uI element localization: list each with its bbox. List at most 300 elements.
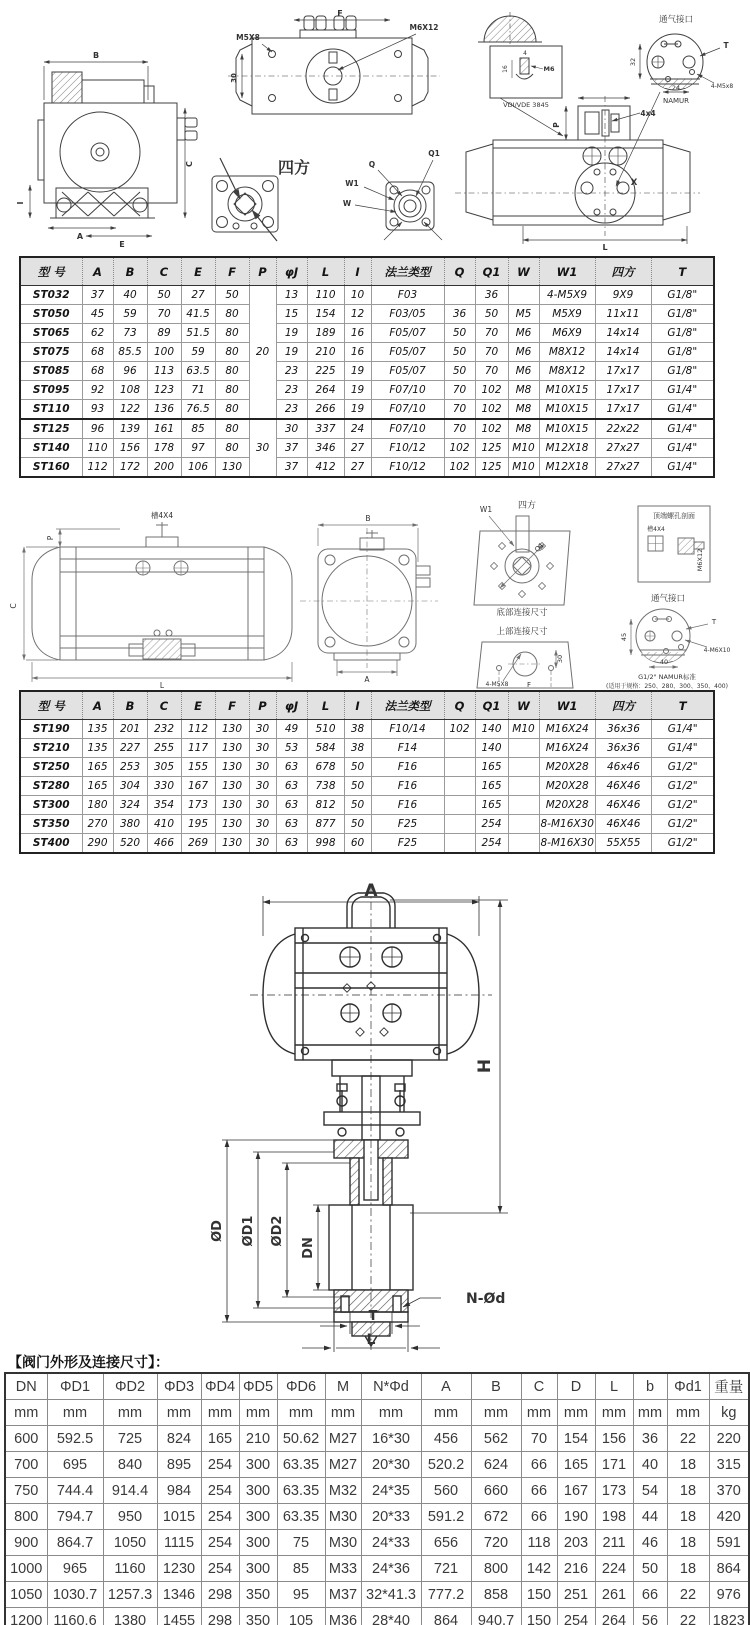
table-cell: 165: [475, 758, 508, 777]
column-header: A: [421, 1373, 471, 1400]
table-cell: 155: [181, 758, 215, 777]
label-m6x12: M6X12: [696, 548, 704, 572]
table-cell: 70: [444, 381, 475, 400]
table-cell: 864: [421, 1608, 471, 1625]
table-cell: 46: [633, 1530, 667, 1556]
table-cell: 350: [239, 1582, 277, 1608]
column-header: W: [508, 257, 539, 286]
table-cell: 254: [201, 1504, 239, 1530]
table-cell: 22: [667, 1426, 709, 1452]
table-cell: 800: [471, 1556, 521, 1582]
column-header: E: [181, 691, 215, 720]
unit-header: mm: [361, 1400, 421, 1426]
table-cell: M8: [508, 400, 539, 420]
table-cell: 672: [471, 1504, 521, 1530]
table-cell: M37: [325, 1582, 361, 1608]
table-cell: 161: [147, 419, 181, 439]
table-cell: 305: [147, 758, 181, 777]
table-cell: 50: [344, 758, 371, 777]
table-cell: 261: [595, 1582, 633, 1608]
table-cell: 864.7: [47, 1530, 103, 1556]
table-cell: 112: [181, 720, 215, 739]
label-slot-4x4: 槽4X4: [150, 511, 174, 520]
dim-label-w1: W1: [345, 179, 359, 188]
table-cell: 12: [344, 305, 371, 324]
table-cell: 60: [344, 834, 371, 854]
table-cell: 269: [181, 834, 215, 854]
table-cell: 23: [276, 400, 307, 420]
table-cell: 122: [113, 400, 147, 420]
table-cell: 211: [595, 1530, 633, 1556]
table-cell: M10X15: [539, 400, 595, 420]
table-cell: 106: [181, 458, 215, 478]
table-cell: 165: [475, 796, 508, 815]
table-cell: 210: [307, 343, 344, 362]
table-cell: 130: [215, 777, 249, 796]
square-flange-view: [212, 158, 278, 241]
table-cell: 700: [5, 1452, 47, 1478]
caption-bottom-connection: 底部连接尺寸: [496, 608, 548, 618]
table-cell: 59: [113, 305, 147, 324]
table-cell: ST140: [20, 439, 82, 458]
table-cell: 27: [344, 458, 371, 478]
table-cell: 466: [147, 834, 181, 854]
table-cell: 53: [276, 739, 307, 758]
column-header: T: [651, 257, 714, 286]
table-cell: 167: [181, 777, 215, 796]
table-cell: G1/2": [651, 758, 714, 777]
table-cell: 16: [344, 324, 371, 343]
label-slot-4x4-b: 槽4X4: [647, 526, 665, 533]
table-cell: 227: [113, 739, 147, 758]
table-cell: F07/10: [371, 381, 444, 400]
table-cell: 165: [201, 1426, 239, 1452]
table-cell: F16: [371, 758, 444, 777]
table-cell: 154: [557, 1426, 595, 1452]
table-cell: G1/4": [651, 381, 714, 400]
actuator-dimension-drawings-top: [0, 0, 750, 252]
table-cell: 40: [113, 286, 147, 305]
table-cell: 50: [444, 362, 475, 381]
valve-body-section: [250, 885, 492, 1350]
table-cell: 66: [633, 1582, 667, 1608]
table-cell: 721: [421, 1556, 471, 1582]
valve-table-title: 【阀门外形及连接尺寸】：: [8, 1355, 169, 1371]
table-cell: 95: [277, 1582, 325, 1608]
table-cell: 264: [307, 381, 344, 400]
column-header: I: [344, 257, 371, 286]
table-cell: 18: [667, 1556, 709, 1582]
table-cell: 777.2: [421, 1582, 471, 1608]
table-cell: F07/10: [371, 400, 444, 420]
table-cell: 22: [667, 1608, 709, 1625]
table-cell: 300: [239, 1478, 277, 1504]
table-cell: 254: [557, 1608, 595, 1625]
column-header: 四方: [595, 257, 651, 286]
dim-label-od1: ØD1: [241, 1215, 256, 1247]
table-cell: 50: [147, 286, 181, 305]
table-cell: 346: [307, 439, 344, 458]
table-cell: 62: [82, 324, 113, 343]
table-cell: 254: [201, 1478, 239, 1504]
table-cell: 102: [475, 419, 508, 439]
dim-label-l: L: [366, 1332, 376, 1348]
table-cell: 140: [475, 739, 508, 758]
table-cell: [444, 834, 475, 854]
table-row: [20, 739, 714, 758]
table-row: [5, 1478, 749, 1504]
table-cell: 50: [344, 777, 371, 796]
table-cell: 20*30: [361, 1452, 421, 1478]
dim-label-dn: DN: [301, 1237, 316, 1259]
table-cell: M27: [325, 1426, 361, 1452]
table-cell: 96: [82, 419, 113, 439]
column-header: ΦD2: [103, 1373, 157, 1400]
table-cell: 456: [421, 1426, 471, 1452]
table-cell: 125: [475, 458, 508, 478]
table-cell: 44: [633, 1504, 667, 1530]
table-cell: 1050: [103, 1530, 157, 1556]
column-header: M: [325, 1373, 361, 1400]
vdivde-detail-inset: [478, 12, 563, 136]
table-cell: 89: [147, 324, 181, 343]
table-cell: ST190: [20, 720, 82, 739]
table-cell: 22: [667, 1582, 709, 1608]
table-cell: F10/12: [371, 439, 444, 458]
table-cell: 27: [344, 439, 371, 458]
table-cell: 370: [709, 1478, 749, 1504]
bottom-connection-view: [474, 516, 570, 605]
dim-label-e: E: [119, 240, 125, 249]
table-cell: 156: [595, 1426, 633, 1452]
table-cell: ST250: [20, 758, 82, 777]
column-header: φJ: [276, 257, 307, 286]
dim-label-f: F: [526, 681, 532, 689]
table-cell: 998: [307, 834, 344, 854]
dim-label-q: Q: [368, 160, 376, 169]
table-cell: 20*33: [361, 1504, 421, 1530]
table-cell: F05/07: [371, 343, 444, 362]
table-cell: 46X46: [595, 777, 651, 796]
table-cell: 337: [307, 419, 344, 439]
unit-header: mm: [47, 1400, 103, 1426]
table-cell: 63.35: [277, 1478, 325, 1504]
actuator-end-view: [300, 525, 438, 676]
table-cell: 66: [521, 1452, 557, 1478]
table-cell: 380: [113, 815, 147, 834]
table-cell: M10: [508, 720, 539, 739]
table-cell: 354: [147, 796, 181, 815]
dim-label-b: B: [365, 514, 371, 523]
table-cell: [508, 815, 539, 834]
table-cell: [444, 796, 475, 815]
dim-label-40: 40: [659, 658, 669, 666]
column-header: 法兰类型: [371, 691, 444, 720]
table-cell: 324: [113, 796, 147, 815]
table-cell: [444, 777, 475, 796]
table-row: [20, 834, 714, 854]
column-header: Q1: [475, 691, 508, 720]
table-cell: 123: [147, 381, 181, 400]
table-cell: 45: [82, 305, 113, 324]
table-cell: 200: [147, 458, 181, 478]
column-header: 法兰类型: [371, 257, 444, 286]
table-cell: 130: [215, 758, 249, 777]
table-cell: 36: [475, 286, 508, 305]
dim-label-30: 30: [230, 73, 238, 83]
table-cell: ST075: [20, 343, 82, 362]
table-cell: G1/4": [651, 458, 714, 478]
table-cell: 102: [475, 400, 508, 420]
table-cell: 63.35: [277, 1452, 325, 1478]
table-cell: M10X15: [539, 419, 595, 439]
table-cell: ST210: [20, 739, 82, 758]
table-cell: 895: [157, 1452, 201, 1478]
table-cell: M10: [508, 458, 539, 478]
table-cell: 11x11: [595, 305, 651, 324]
unit-header: kg: [709, 1400, 749, 1426]
table-cell: 63: [276, 777, 307, 796]
table-cell: 73: [113, 324, 147, 343]
table-cell: 254: [475, 815, 508, 834]
table-cell: 85: [277, 1556, 325, 1582]
table-cell: 858: [471, 1582, 521, 1608]
dim-label-4: 4: [523, 50, 527, 57]
column-header: A: [82, 691, 113, 720]
table-row: [20, 439, 714, 458]
table-cell: 102: [444, 458, 475, 478]
table-cell: 195: [181, 815, 215, 834]
table-cell: 80: [215, 362, 249, 381]
column-header: φJ: [276, 691, 307, 720]
table-cell: 71: [181, 381, 215, 400]
table-cell: G1/4": [651, 419, 714, 439]
column-header: 重量: [709, 1373, 749, 1400]
table-cell: 1015: [157, 1504, 201, 1530]
table-cell: 46X46: [595, 815, 651, 834]
table-cell: 8-M16X30: [539, 834, 595, 854]
table-cell: 300: [239, 1504, 277, 1530]
table-cell: 210: [239, 1426, 277, 1452]
table-cell: 19: [344, 400, 371, 420]
table-cell: 165: [557, 1452, 595, 1478]
table-cell: 36x36: [595, 739, 651, 758]
table-cell: 824: [157, 1426, 201, 1452]
table-cell: M10: [508, 439, 539, 458]
label-4-m5x8: 4-M5X8: [485, 681, 509, 688]
caption-top-connection: 上部连接尺寸: [496, 627, 548, 637]
table-row: [20, 458, 714, 478]
table-cell: G1/8": [651, 324, 714, 343]
table-cell: 1000: [5, 1556, 47, 1582]
column-header: I: [344, 691, 371, 720]
column-header: C: [147, 257, 181, 286]
column-header: C: [521, 1373, 557, 1400]
unit-header: mm: [103, 1400, 157, 1426]
column-header: DN: [5, 1373, 47, 1400]
table-cell: 63.35: [277, 1504, 325, 1530]
label-x: X: [630, 178, 638, 188]
table-cell: F10/14: [371, 720, 444, 739]
table-cell: 27x27: [595, 458, 651, 478]
table-cell: M33: [325, 1556, 361, 1582]
table-cell: 55X55: [595, 834, 651, 854]
table-cell: 17x17: [595, 381, 651, 400]
table-cell: M6: [508, 362, 539, 381]
table-cell: 254: [475, 834, 508, 854]
dim-label-c: C: [9, 603, 18, 609]
table-cell: [444, 739, 475, 758]
table-cell: 984: [157, 1478, 201, 1504]
table-cell: 139: [113, 419, 147, 439]
table-cell: 130: [215, 834, 249, 854]
dim-label-t: T: [368, 1309, 378, 1324]
table-cell: 150: [521, 1582, 557, 1608]
unit-header: mm: [557, 1400, 595, 1426]
table-cell: 50: [475, 305, 508, 324]
table-cell: G1/4": [651, 400, 714, 420]
table-cell: 270: [82, 815, 113, 834]
caption-namur-standard: G1/2" NAMUR标准: [638, 673, 696, 681]
table-cell: G1/4": [651, 720, 714, 739]
dim-label-p: P: [46, 535, 55, 541]
table-cell: F25: [371, 815, 444, 834]
table-cell: 264: [595, 1608, 633, 1625]
column-header: L: [307, 691, 344, 720]
table-cell: 300: [239, 1530, 277, 1556]
table-cell: 70: [147, 305, 181, 324]
table-cell: [508, 739, 539, 758]
table-cell: ST085: [20, 362, 82, 381]
table-cell: G1/2": [651, 777, 714, 796]
dim-label-w1: W1: [479, 505, 493, 514]
valve-connection-dimensions-table: [4, 1372, 750, 1625]
table-cell: 562: [471, 1426, 521, 1452]
column-header: W1: [539, 257, 595, 286]
table-cell: 36: [444, 305, 475, 324]
table-cell: M6: [508, 324, 539, 343]
table-cell: 203: [557, 1530, 595, 1556]
table-row: [5, 1530, 749, 1556]
table-row: [5, 1426, 749, 1452]
table-cell: 63: [276, 796, 307, 815]
table-cell: 254: [201, 1452, 239, 1478]
table-cell: 37: [276, 439, 307, 458]
table-cell: M20X28: [539, 777, 595, 796]
table-cell: 63: [276, 758, 307, 777]
table-cell: 16*30: [361, 1426, 421, 1452]
table-cell: 68: [82, 362, 113, 381]
label-4x4: 4x4: [640, 109, 656, 118]
table-cell: 154: [307, 305, 344, 324]
column-header: P: [249, 257, 276, 286]
unit-header: mm: [157, 1400, 201, 1426]
table-cell: [444, 815, 475, 834]
table-cell: 80: [215, 439, 249, 458]
dim-label-od: ØD: [210, 1220, 225, 1242]
table-cell: [508, 796, 539, 815]
table-cell: 738: [307, 777, 344, 796]
table-cell: 173: [181, 796, 215, 815]
column-header: Q: [444, 691, 475, 720]
column-header: b: [633, 1373, 667, 1400]
unit-header: mm: [633, 1400, 667, 1426]
table-cell: 19: [344, 381, 371, 400]
table-cell: 102: [444, 439, 475, 458]
dim-label-30: 30: [556, 654, 564, 664]
table-cell: 800: [5, 1504, 47, 1530]
actuator-dimensions-table-st190-st400: [19, 690, 715, 854]
table-cell: 877: [307, 815, 344, 834]
table-cell: 66: [521, 1504, 557, 1530]
table-cell: 30: [276, 419, 307, 439]
column-header: ΦD1: [47, 1373, 103, 1400]
table-cell: 80: [215, 419, 249, 439]
dim-label-b: B: [92, 51, 100, 60]
dim-label-l: L: [159, 681, 165, 690]
label-vent-port: 通气接口: [658, 15, 694, 25]
actuator-side-view: [30, 62, 197, 236]
table-cell: 744.4: [47, 1478, 103, 1504]
table-cell: F07/10: [371, 419, 444, 439]
column-header: Φd1: [667, 1373, 709, 1400]
valve-stem-bracket: [324, 1060, 420, 1140]
table-cell: F10/12: [371, 458, 444, 478]
table-cell: 1230: [157, 1556, 201, 1582]
table-row: [20, 419, 714, 439]
table-cell: 54: [633, 1478, 667, 1504]
table-cell: 136: [147, 400, 181, 420]
table-cell: G1/2": [651, 815, 714, 834]
table-cell: 330: [147, 777, 181, 796]
table-cell: 19: [344, 362, 371, 381]
table-cell: F05/07: [371, 324, 444, 343]
table-cell: 30: [249, 777, 276, 796]
table-row: [20, 777, 714, 796]
table-row: [20, 381, 714, 400]
table-cell: 46x46: [595, 758, 651, 777]
table-cell: 201: [113, 720, 147, 739]
table-cell: 70: [521, 1426, 557, 1452]
table-cell: 76.5: [181, 400, 215, 420]
column-header: ΦD5: [239, 1373, 277, 1400]
table-cell: 8-M16X30: [539, 815, 595, 834]
table-cell: 108: [113, 381, 147, 400]
label-vdivde-3845: VDI/VDE 3845: [503, 101, 549, 109]
dim-label-32: 32: [629, 57, 637, 67]
table-cell: ST350: [20, 815, 82, 834]
dim-label-p: P: [552, 122, 561, 128]
table-cell: ST095: [20, 381, 82, 400]
table-cell: 96: [113, 362, 147, 381]
table-cell: F14: [371, 739, 444, 758]
table-cell: 266: [307, 400, 344, 420]
unit-header: mm: [421, 1400, 471, 1426]
actuator-front-view: [455, 92, 700, 244]
table-cell: G1/2": [651, 834, 714, 854]
table-cell: 38: [344, 720, 371, 739]
table-cell: 85.5: [113, 343, 147, 362]
unit-header: mm: [5, 1400, 47, 1426]
table-cell: M12X18: [539, 458, 595, 478]
table-cell: [444, 286, 475, 305]
table-cell: 130: [215, 796, 249, 815]
table-cell: 695: [47, 1452, 103, 1478]
table-cell: 180: [82, 796, 113, 815]
table-cell: 600: [5, 1426, 47, 1452]
table-cell: 30: [249, 720, 276, 739]
table-cell: M20X28: [539, 758, 595, 777]
